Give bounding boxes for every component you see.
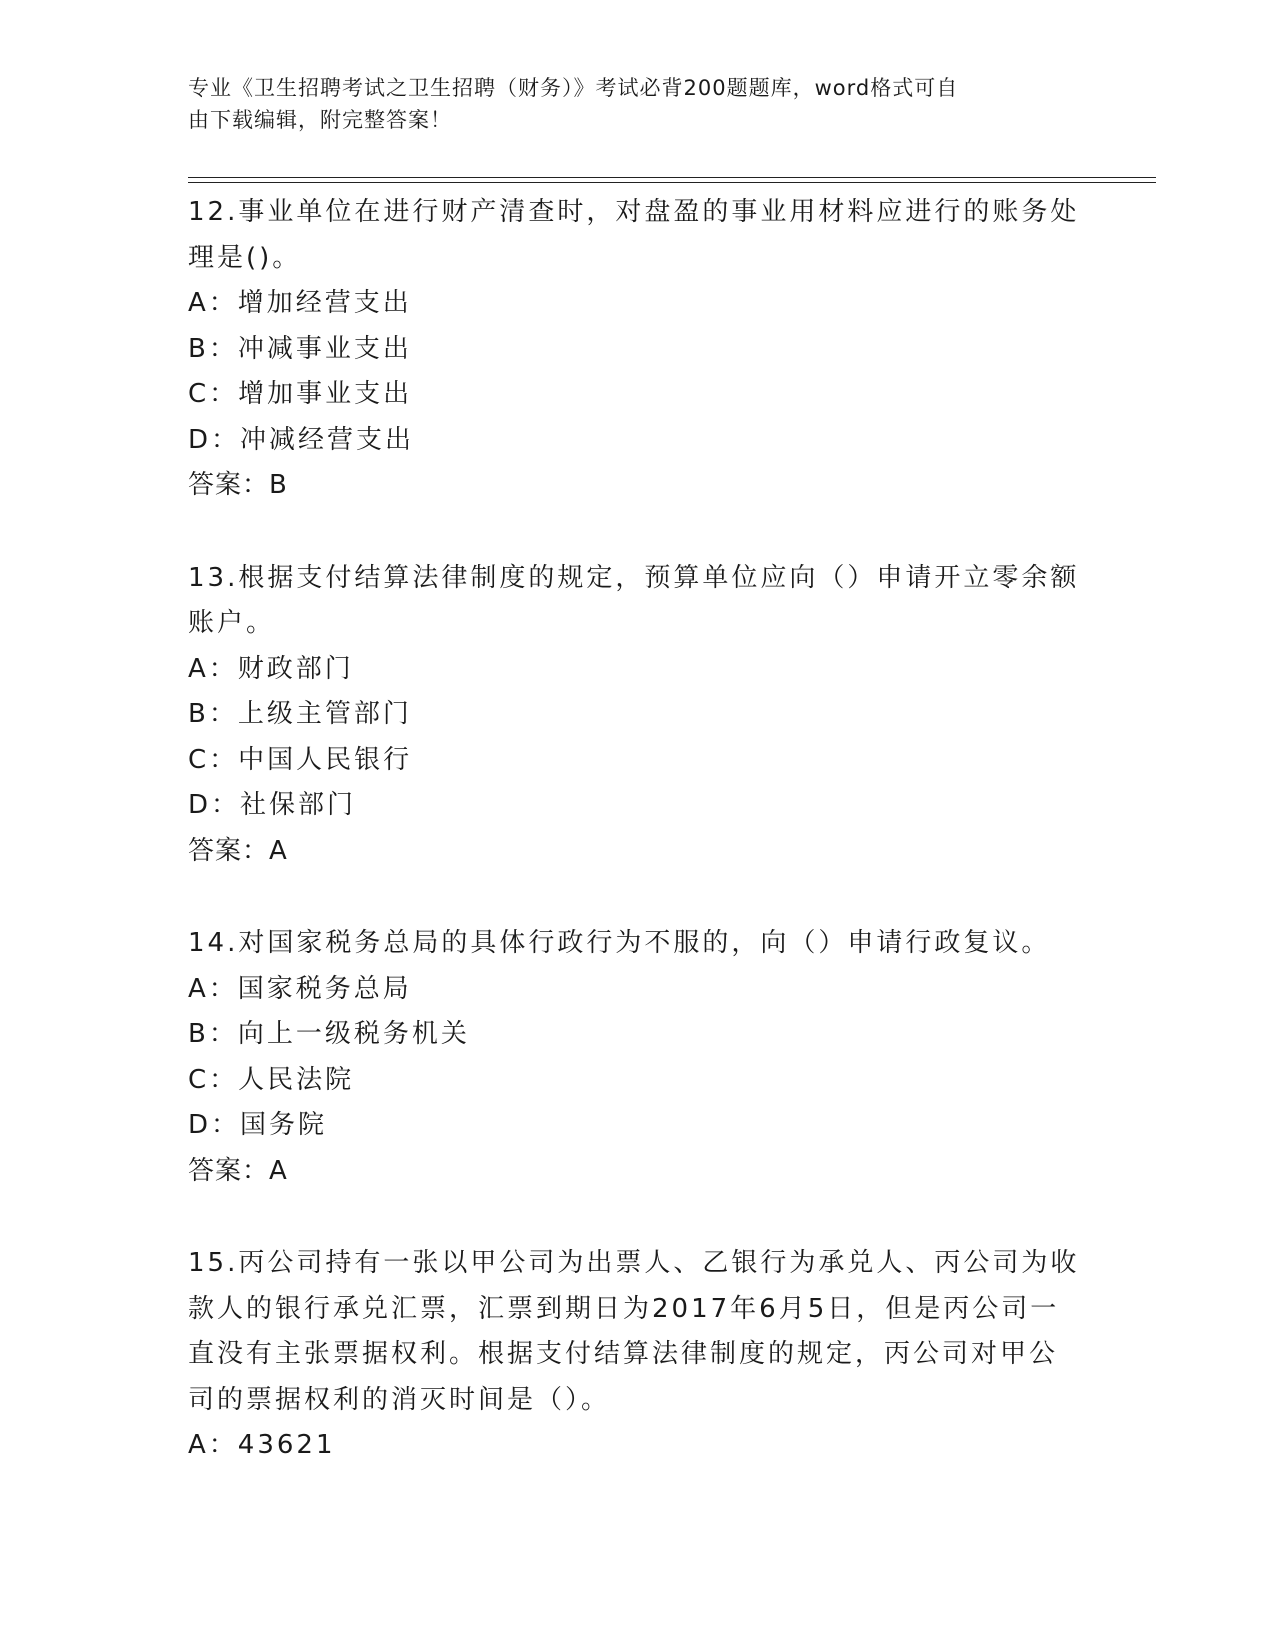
question-stem-line: 款人的银行承兑汇票，汇票到期日为2017年6月5日，但是丙公司一 bbox=[188, 1293, 1060, 1324]
option-d: D：社保部门 bbox=[188, 790, 357, 820]
answer-line: 答案：A bbox=[188, 835, 288, 866]
option-a: A：国家税务总局 bbox=[188, 973, 412, 1004]
question-stem-line: 账户。 bbox=[188, 608, 276, 638]
answer-line: 答案：B bbox=[188, 470, 288, 500]
question-stem-line: 理是()。 bbox=[188, 242, 302, 273]
option-d: D：冲减经营支出 bbox=[188, 424, 415, 455]
header-divider-bottom bbox=[188, 182, 1156, 183]
option-b: B：冲减事业支出 bbox=[188, 333, 412, 364]
option-d: D：国务院 bbox=[188, 1110, 328, 1140]
question-stem-line: 直没有主张票据权利。根据支付结算法律制度的规定，丙公司对甲公 bbox=[188, 1339, 1059, 1369]
option-c: C：人民法院 bbox=[188, 1064, 355, 1095]
option-b: B：上级主管部门 bbox=[188, 699, 412, 729]
option-c: C：中国人民银行 bbox=[188, 744, 413, 775]
document-header bbox=[188, 72, 1068, 136]
option-b: B：向上一级税务机关 bbox=[188, 1019, 470, 1049]
option-a: A：43621 bbox=[188, 1430, 336, 1460]
question-14 bbox=[188, 921, 1088, 1194]
question-stem-line: 司的票据权利的消灭时间是（）。 bbox=[188, 1384, 611, 1415]
header-divider-top bbox=[188, 177, 1156, 178]
answer-line: 答案：A bbox=[188, 1155, 288, 1186]
header-line-2: 由下载编辑，附完整答案！ bbox=[188, 108, 452, 132]
question-12 bbox=[188, 190, 1088, 509]
question-13 bbox=[188, 556, 1088, 875]
header-line-1: 专业《卫生招聘考试之卫生招聘（财务）》考试必背200题题库，word格式可自 bbox=[188, 76, 959, 100]
question-15 bbox=[188, 1241, 1088, 1469]
question-stem-line: 15.丙公司持有一张以甲公司为出票人、乙银行为承兑人、丙公司为收 bbox=[188, 1248, 1080, 1278]
option-a: A：增加经营支出 bbox=[188, 288, 412, 318]
question-stem-line: 14.对国家税务总局的具体行政行为不服的，向（）申请行政复议。 bbox=[188, 928, 1051, 958]
option-c: C：增加事业支出 bbox=[188, 379, 413, 409]
question-stem-line: 12.事业单位在进行财产清查时，对盘盈的事业用材料应进行的账务处 bbox=[188, 197, 1080, 227]
question-list bbox=[188, 190, 1088, 1516]
option-a: A：财政部门 bbox=[188, 653, 354, 684]
question-stem-line: 13.根据支付结算法律制度的规定，预算单位应向（）申请开立零余额 bbox=[188, 562, 1080, 593]
